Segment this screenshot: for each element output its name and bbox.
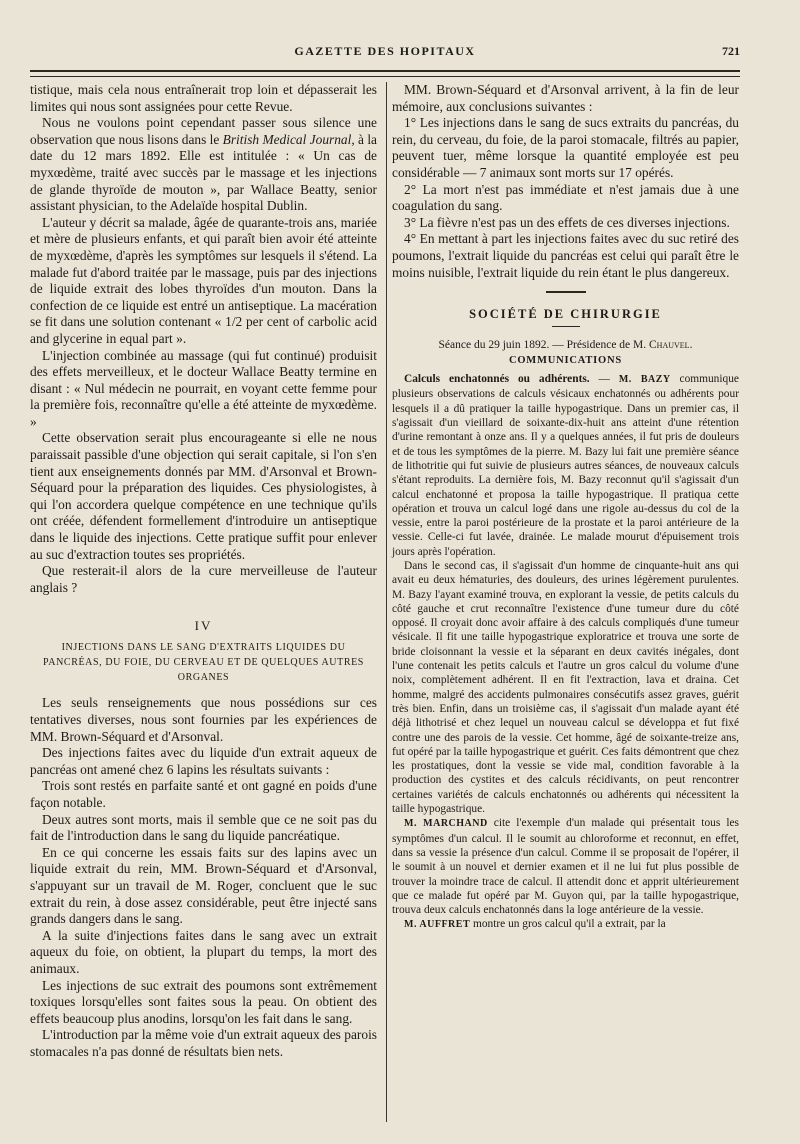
paragraph: L'injection combinée au massage (qui fut continué) produisit des effets merveilleux, et le docteur Wallace Beatty termine en disant : « Nul médecin ne pourrait, en voyant cette femme pour la première fois, reconnaître qu'elle a été atteinte de myxœdème. » xyxy=(30,347,377,429)
paragraph: Les injections de suc extrait des poumons sont extrêmement toxiques lorsqu'elles sont faites sous la peau. On obtient des effets beaucoup plus anodins, lorsqu'on les fait dans le sang. xyxy=(30,977,377,1026)
running-title: GAZETTE DES HOPITAUX xyxy=(294,44,476,58)
paragraph: Deux autres sont morts, mais il semble que ce ne soit pas du fait de l'introduction dans le sang du liquide pancréatique. xyxy=(30,811,377,844)
text: cite l'exemple d'un malade qui présentait tous les symptômes d'un calcul. Il le soumit au chloroforme et reconnut, en effet, dans sa vessie la présence d'un calcul. Comme il se proposait de l'opérer, il le soumit à un nouvel et dernier examen et il ne lui fut plus possible de trouver la moindre trace de calcul. Il attendit donc et apprit ultérieurement que ce malade fut opéré par M. Guyon qui, par la taille hypogastrique, trouva deux calculs enchatonnés dans la loge antérieure de la vessie. xyxy=(392,817,739,917)
text: . xyxy=(689,339,693,352)
paragraph: MM. Brown-Séquard et d'Arsonval arrivent, à la fin de leur mémoire, aux conclusions suivantes : xyxy=(392,82,739,114)
president-name: Chauvel xyxy=(649,339,690,352)
paragraph: L'introduction par la même voie d'un extrait aqueux des parois stomacales n'a pas donné de résultats bien nets. xyxy=(30,1027,377,1059)
paragraph: En ce qui concerne les essais faits sur des lapins avec un liquide extrait du rein, MM. Brown-Séquard et d'Arsonval, s'appuyant sur un travail de M. Roger, concluent que le suc extrait du rein, à dose assez considérable, peut être injecté sans grands dangers dans le sang. xyxy=(30,844,377,927)
paragraph xyxy=(392,816,739,917)
conclusion-item: 2° La mort n'est pas immédiate et n'est jamais due à une coagulation du sang. xyxy=(392,181,739,214)
text: Nous ne voulons point cependant passer sous silence une observation que nous lisons dans le xyxy=(30,115,377,147)
text: — xyxy=(589,373,619,386)
left-column xyxy=(30,82,377,1060)
seance-line xyxy=(392,339,739,351)
conclusion-item: 3° La fièvre n'est pas un des effets de ces diverses injections. xyxy=(404,214,730,230)
text: communique plusieurs observations de calculs vésicaux enchatonnés ou adhérents pour lesquels il a dû pratiquer la taille hypogastrique. Dans un premier cas, il s'agissait d'un vieillard de soixante-dix-huit ans atteint d'une rétention d'urine remontant à onze ans. Il y a quelques années, il fut pris de douleurs et de tous les symptômes de la pierre. M. Bazy lui fait une première séance de lithotritie qui fut suivie de plusieurs autres séances, de nouveaux calculs s'étant reproduits. La dernière fois, M. Bazy reconnut qu'il s'agissait d'un calcul enchatonné et proposa la taille hypogastrique. Il pratiqua cette opération et trouva un calcul logé dans une rigole au-dessus du col de la vessie, entre la paroi postérieure de la prostate et la paroi antérieure de la vessie. Celle-ci fut lavée, drainée. Le malade mourut d'épuisement trois jours après l'opération. xyxy=(392,373,739,558)
paragraph xyxy=(392,372,739,559)
text: Séance du 29 juin 1892. — Présidence de M. xyxy=(438,339,650,352)
paragraph: Que resterait-il alors de la cure merveilleuse de l'auteur anglais ? xyxy=(30,563,377,595)
section-number: IV xyxy=(194,618,213,634)
speaker-name: M. MARCHAND xyxy=(404,818,488,830)
speaker-name: M. AUFFRET xyxy=(404,919,471,931)
paragraph: Dans le second cas, il s'agissait d'un homme de cinquante-huit ans qui avait eu deux hématuries, des douleurs, des urines légèrement purulentes. M. Bazy l'ayant examiné trouva, en explorant la vessie, de petits calculs du côté gauche et crut reconnaître l'existence d'une tumeur dure du côté opposé. Il croyait donc avoir affaire à des calculs compliqués d'une tumeur vésicale. Il fit une taille hypogastrique exploratrice et trouva une sorte de bride cloisonnant la vessie et la séparant en deux cavités inégales, dont l'une contenait les petits calculs et l'autre un gros calcul du volume d'une noix, complètement adhérent. Il en fit l'extraction, lava et draina. Cet homme, malgré des accidents pulmonaires consécutifs assez graves, guérit très bien. Enfin, dans un troisième cas, il s'agissait d'un malade ayant été déjà lithotrisé et chez lequel un nouveau calcul se développa et fut fixé contre une des parois de la vessie. Cet homme, âgé de soixante-treize ans, fut opéré par la taille hypogastrique et guérit. Ces faits démontrent que chez les prostatiques, dont la vessie se vide mal, condition favorable à la production des cystites et des calculs récidivants, on peut rencontrer certaines variétés de calculs enchatonnés ou adhérents qui nécessitent la taille hypogastrique. xyxy=(392,559,739,816)
conclusion-item: 4° En mettant à part les injections faites avec du suc retiré des poumons, l'extrait liquide du pancréas est celui qui paraît être le moins nuisible, l'extrait liquide du rein étant le plus dangereux. xyxy=(392,231,739,280)
speaker-name: M. BAZY xyxy=(618,374,671,386)
article-title: Calculs enchatonnés ou adhérents. xyxy=(404,373,590,386)
paragraph xyxy=(30,115,377,215)
paragraph xyxy=(392,917,739,932)
column-divider xyxy=(386,82,387,1122)
journal-name: British Medical Journal xyxy=(222,131,352,147)
paragraph: Cette observation serait plus encourageante si elle ne nous paraissait passible d'une objection qui serait capitale, si l'on s'en tient aux enseignements donnés par MM. d'Arsonval et Brown-Séquard pour la préparation des liquides. Ces physiologistes, à qui l'on accordera quelque compétence en une technique qu'ils ont créée, défendent formellement d'introduire un antiseptique dans le liquide des injections. Cette pratique suffit pour enlever au suc d'extraction toutes ses propriétés. xyxy=(30,430,377,562)
paragraph: L'auteur y décrit sa malade, âgée de quarante-trois ans, mariée et mère de plusieurs enfants, et qui paraît bien avoir été atteinte de myxœdème, d'après les symptômes sur lesquels il s'étend. La malade fut d'abord traitée par le massage, puis par des injections de liquide extrait des lobes thyroïdes d'un mouton. Dans la confection de ce liquide est entré un antiseptique. La macération se fit dans une solution contenant « 1/2 per cent of carbolic acid and glycerine in equal part ». xyxy=(30,214,377,346)
society-title: SOCIÉTÉ DE CHIRURGIE xyxy=(469,307,662,322)
section-ornament xyxy=(546,291,586,293)
short-rule xyxy=(552,326,580,327)
text: montre un gros calcul qu'il a extrait, par la xyxy=(470,918,666,931)
page-header xyxy=(30,44,740,64)
paragraph: Des injections faites avec du liquide d'un extrait aqueux de pancréas ont amené chez 6 lapins les résultats suivants : xyxy=(30,745,377,777)
paragraph: Trois sont restés en parfaite santé et ont gagné en poids d'une façon notable. xyxy=(30,778,377,810)
conclusion-item: 1° Les injections dans le sang de sucs extraits du pancréas, du rein, du cerveau, du foie, de la paroi stomacale, filtrés au papier, peuvent tuer, même lorsque la quantité employée est peu considérable — 7 animaux sont morts sur 17 opérés. xyxy=(392,115,739,180)
text: , à la date du 12 mars 1892. Elle est intitulée : « Un cas de myxœdème, traité avec succès par le massage et les injections de glande thyroïde de mouton », par Wallace Beatty, senior assistant physician, to the Adelaïde hospital Dublin. xyxy=(30,131,377,214)
header-rule-thin xyxy=(30,76,740,77)
right-column xyxy=(392,82,739,933)
section-title: INJECTIONS DANS LE SANG D'EXTRAITS LIQUIDES DU PANCRÉAS, DU FOIE, DU CERVEAU ET DE QUELQUES AUTRES ORGANES xyxy=(43,642,364,684)
paragraph: Les seuls renseignements que nous possédions sur ces tentatives diverses, nous sont fournies par les expériences de MM. Brown-Séquard et d'Arsonval. xyxy=(30,695,377,744)
communications-heading: COMMUNICATIONS xyxy=(508,355,623,367)
page-number: 721 xyxy=(722,44,740,58)
paragraph: A la suite d'injections faites dans le sang avec un extrait aqueux du foie, on obtient, la plupart du temps, la mort des animaux. xyxy=(30,927,377,976)
header-rule-thick xyxy=(30,70,740,72)
paragraph: tistique, mais cela nous entraînerait trop loin et dépasserait les limites qui nous sont assignées pour cette Revue. xyxy=(30,82,377,114)
